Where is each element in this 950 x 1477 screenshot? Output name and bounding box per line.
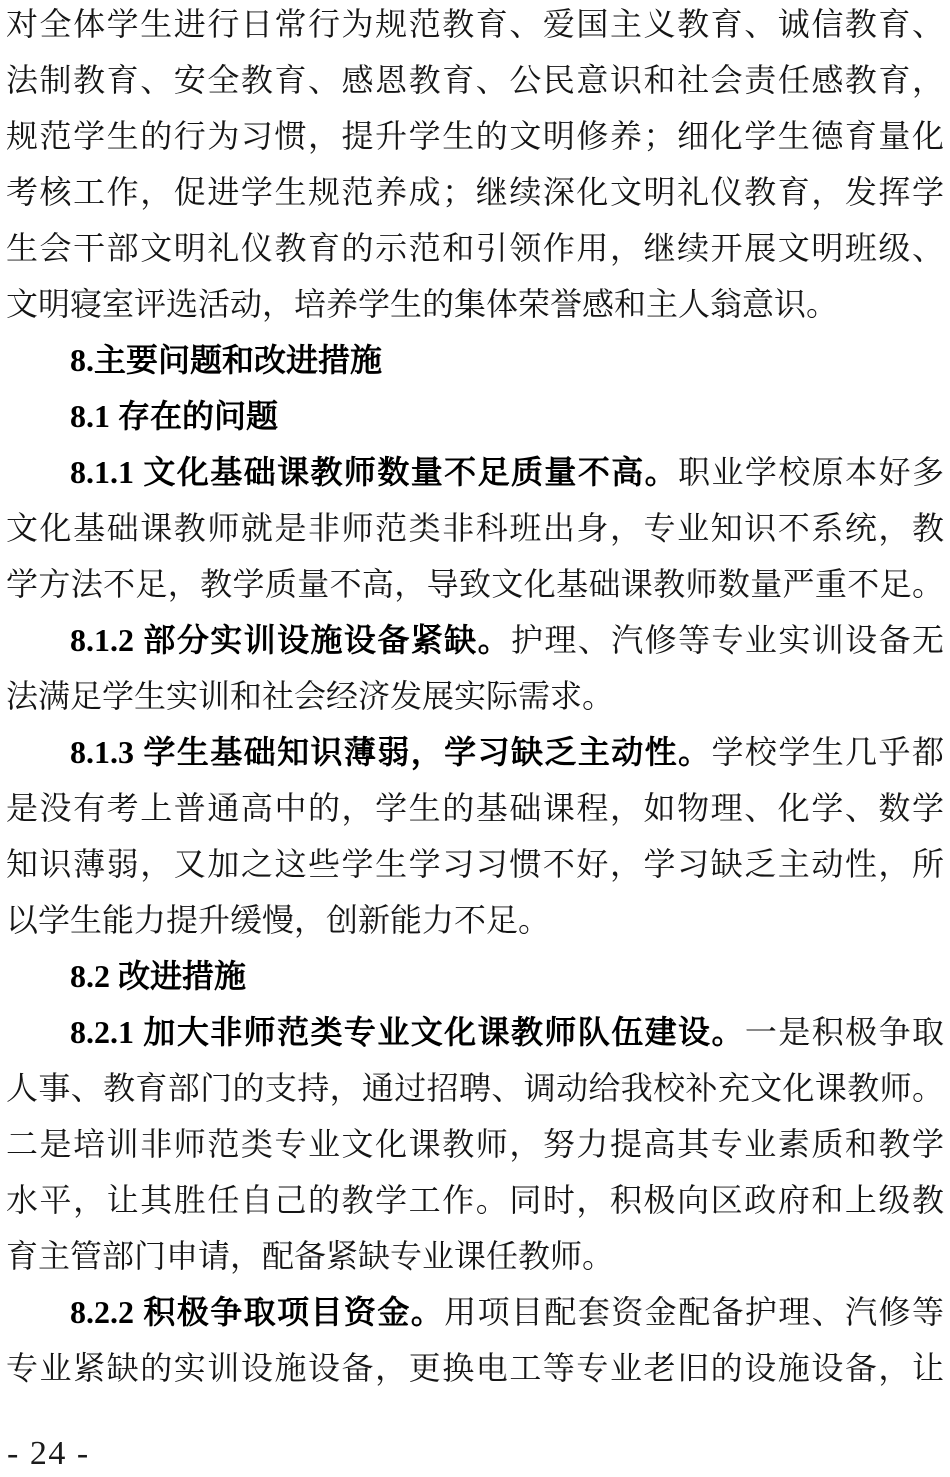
heading-8-1-existing-problems — [6, 388, 944, 444]
paragraph-8-2-1-strengthen-teacher-team — [6, 1004, 944, 1284]
text-line — [6, 612, 944, 668]
body-text: 规范学生的行为习惯，提升学生的文明修养；细化学生德育量化 — [6, 118, 944, 154]
body-text: 法制教育、安全教育、感恩教育、公民意识和社会责任感教育， — [6, 62, 944, 98]
body-text: 以学生能力提升缓慢，创新能力不足。 — [6, 902, 551, 938]
body-text: 水平，让其胜任自己的教学工作。同时，积极向区政府和上级教 — [6, 1182, 944, 1218]
text-line — [6, 1340, 944, 1396]
page-number: - 24 - — [7, 1435, 90, 1472]
bold-run-in-heading-text: 8.1 存在的问题 — [70, 398, 279, 434]
text-line — [6, 332, 944, 388]
text-line — [6, 108, 944, 164]
text-line — [6, 668, 944, 724]
bold-run-in-heading-text: 8.2 改进措施 — [70, 958, 247, 994]
text-line — [6, 1060, 944, 1116]
body-text: 护理、汽修等专业实训设备无 — [511, 622, 944, 658]
text-line — [6, 556, 944, 612]
text-line — [6, 892, 944, 948]
text-line — [6, 500, 944, 556]
body-text: 一是积极争取 — [744, 1014, 944, 1050]
body-text: 文化基础课教师就是非师范类非科班出身，专业知识不系统，教 — [6, 510, 944, 546]
body-text: 知识薄弱，又加之这些学生学习习惯不好，学习缺乏主动性，所 — [6, 846, 944, 882]
body-text: 文明寝室评选活动，培养学生的集体荣誉感和主人翁意识。 — [6, 286, 839, 322]
body-text: 职业学校原本好多 — [678, 454, 944, 490]
text-line — [6, 52, 944, 108]
paragraph-8-1-1-teacher-shortage — [6, 444, 944, 612]
body-text: 学校学生几乎都 — [711, 734, 944, 770]
text-line — [6, 948, 944, 1004]
text-line — [6, 276, 944, 332]
bold-run-in-heading-text: 8.2.2 积极争取项目资金。 — [70, 1294, 445, 1330]
text-line — [6, 1284, 944, 1340]
text-line — [6, 388, 944, 444]
body-text: 考核工作，促进学生规范养成；继续深化文明礼仪教育，发挥学 — [6, 174, 944, 210]
heading-8-2-improvement-measures — [6, 948, 944, 1004]
text-line — [6, 724, 944, 780]
body-text: 专业紧缺的实训设施设备，更换电工等专业老旧的设施设备，让 — [6, 1350, 944, 1386]
text-line — [6, 1172, 944, 1228]
body-text: 对全体学生进行日常行为规范教育、爱国主义教育、诚信教育、 — [6, 6, 944, 42]
paragraph-continuation-moral-education — [6, 0, 944, 332]
body-text: 育主管部门申请，配备紧缺专业课任教师。 — [6, 1238, 615, 1274]
text-line — [6, 836, 944, 892]
bold-run-in-heading-text: 8.1.3 学生基础知识薄弱，学习缺乏主动性。 — [70, 734, 712, 770]
body-text: 用项目配套资金配备护理、汽修等 — [444, 1294, 944, 1330]
body-text: 人事、教育部门的支持，通过招聘、调动给我校补充文化课教师。 — [6, 1070, 944, 1106]
text-line — [6, 0, 944, 52]
text-line — [6, 1004, 944, 1060]
paragraph-8-1-3-weak-student-foundation — [6, 724, 944, 948]
text-line — [6, 780, 944, 836]
bold-run-in-heading-text: 8.2.1 加大非师范类专业文化课教师队伍建设。 — [70, 1014, 745, 1050]
body-text: 二是培训非师范类专业文化课教师，努力提高其专业素质和教学 — [6, 1126, 944, 1162]
text-line — [6, 220, 944, 276]
paragraph-8-2-2-project-funds — [6, 1284, 944, 1396]
text-line — [6, 1116, 944, 1172]
body-text: 学方法不足，教学质量不高，导致文化基础课教师数量严重不足。 — [6, 566, 944, 602]
text-line — [6, 444, 944, 500]
body-text: 法满足学生实训和社会经济发展实际需求。 — [6, 678, 615, 714]
bold-run-in-heading-text: 8.主要问题和改进措施 — [70, 342, 383, 378]
bold-run-in-heading-text: 8.1.2 部分实训设施设备紧缺。 — [70, 622, 511, 658]
body-text: 生会干部文明礼仪教育的示范和引领作用，继续开展文明班级、 — [6, 230, 944, 266]
body-text: 是没有考上普通高中的，学生的基础课程，如物理、化学、数学 — [6, 790, 944, 826]
document-body — [6, 0, 944, 1396]
text-line — [6, 164, 944, 220]
heading-8-main-problems-and-measures — [6, 332, 944, 388]
paragraph-8-1-2-equipment-shortage — [6, 612, 944, 724]
text-line — [6, 1228, 944, 1284]
bold-run-in-heading-text: 8.1.1 文化基础课教师数量不足质量不高。 — [70, 454, 679, 490]
